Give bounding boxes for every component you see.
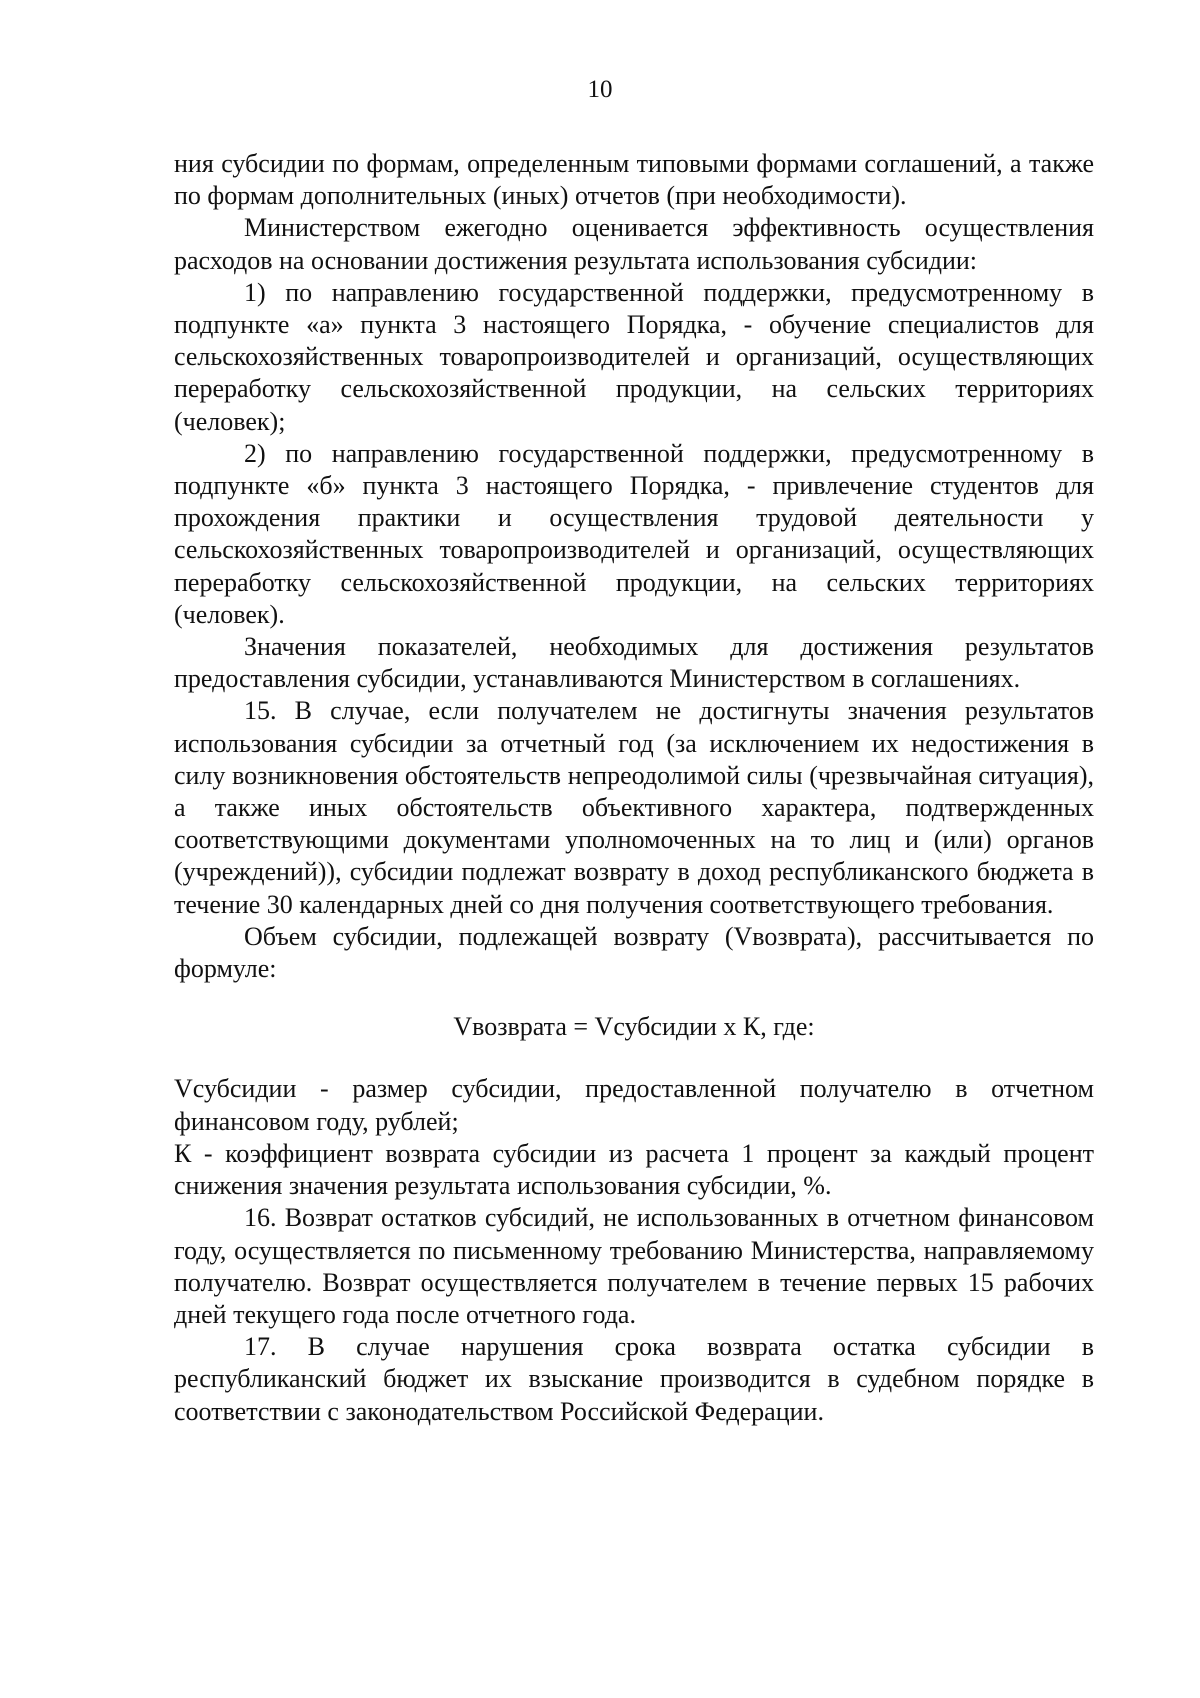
paragraph-section-15: 15. В случае, если получателем не достигнуты значения результатов использования субсидии за отчетный год (за исключением их недостижения в силу возникновения обстоятельств непреодолимой силы (чрезвычайная ситуация), а также иных обстоятельств объективного характера, подтвержденных соответствующими документами уполномоченных на то лиц и (или) органов (учреждений)), субсидии подлежат возврату в доход республиканского бюджета в течение 30 календарных дней со дня получения соответствующего требования. xyxy=(174,696,1094,919)
paragraph-continuation: ния субсидии по формам, определенным типовыми формами соглашений, а также по формам дополнительных (иных) отчетов (при необходимости). xyxy=(174,149,1094,211)
document-body xyxy=(174,148,1094,1428)
paragraph-efficiency-assessment: Министерством ежегодно оценивается эффективность осуществления расходов на основании достижения результата использования субсидии: xyxy=(174,213,1094,275)
page-number: 10 xyxy=(587,76,613,103)
formula-definition-vsubsidy: Vсубсидии - размер субсидии, предоставленной получателю в отчетном финансовом году, рублей; xyxy=(174,1074,1094,1136)
paragraph-refund-volume: Объем субсидии, подлежащей возврату (Vвозврата), рассчитывается по формуле: xyxy=(174,921,1094,984)
paragraph-section-16: 16. Возврат остатков субсидий, не использованных в отчетном финансовом году, осуществляется по письменному требованию Министерства, направляемому получателю. Возврат осуществляется получателем в течение первых 15 рабочих дней текущего года после отчетного года. xyxy=(174,1203,1094,1329)
list-item-2: 2) по направлению государственной поддержки, предусмотренному в подпункте «б» пункта 3 настоящего Порядка, - привлечение студентов для прохождения практики и осуществления трудовой деятельности у сельскохозяйственных товаропроизводителей и организаций, осуществляющих переработку сельскохозяйственной продукции, на сельских территориях (человек). xyxy=(174,438,1094,629)
refund-formula: Vвозврата = Vсубсидии х К, где: xyxy=(453,1012,815,1042)
paragraph-indicator-values: Значения показателей, необходимых для достижения результатов предоставления субсидии, устанавливаются Министерством в соглашениях. xyxy=(174,632,1094,694)
formula-definition-k: К - коэффициент возврата субсидии из расчета 1 процент за каждый процент снижения значения результата использования субсидии, %. xyxy=(174,1138,1094,1201)
paragraph-section-17: 17. В случае нарушения срока возврата остатка субсидии в республиканский бюджет их взыскание производится в судебном порядке в соответствии с законодательством Российской Федерации. xyxy=(174,1332,1094,1426)
list-item-1: 1) по направлению государственной поддержки, предусмотренному в подпункте «а» пункта 3 настоящего Порядка, - обучение специалистов для сельскохозяйственных товаропроизводителей и организаций, осуществляющих переработку сельскохозяйственной продукции, на сельских территориях (человек); xyxy=(174,277,1094,436)
